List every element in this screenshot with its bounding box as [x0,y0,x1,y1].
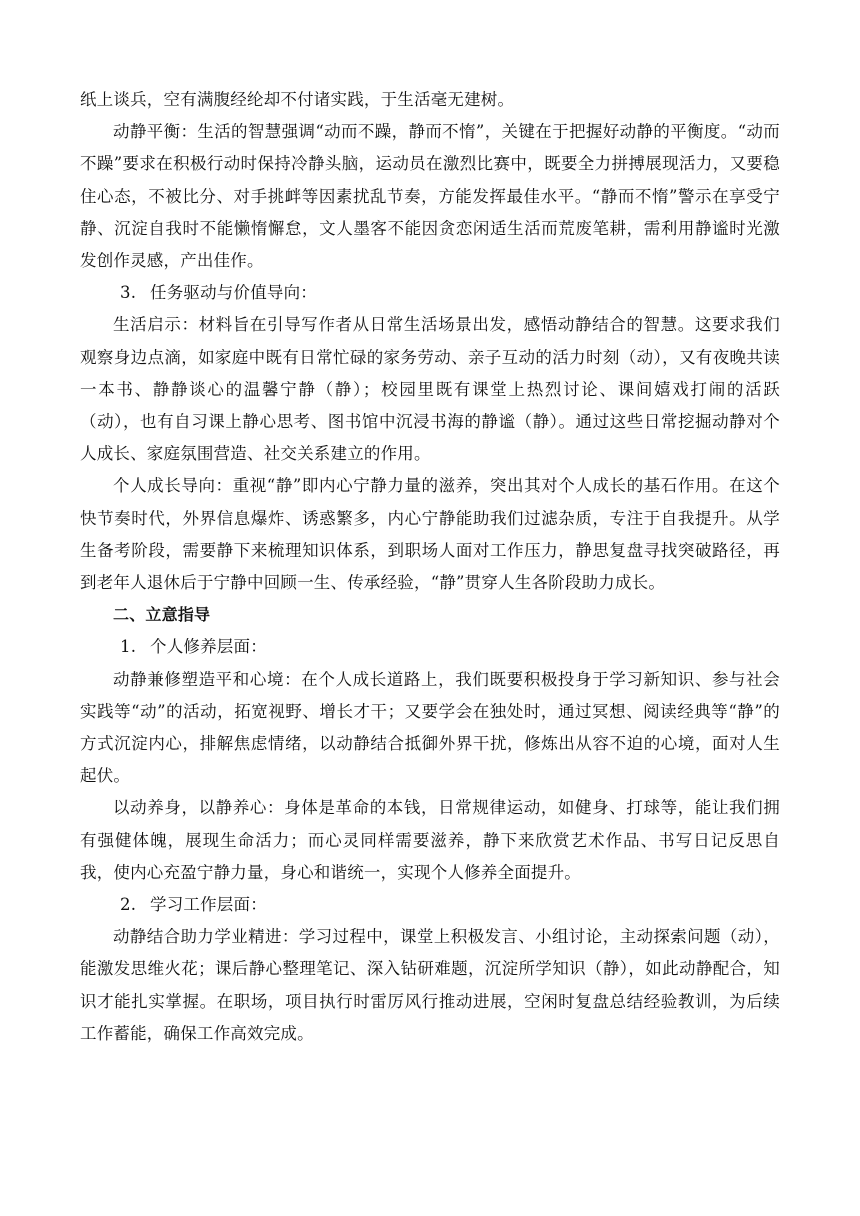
document-body [80,84,780,1050]
paragraph-study-work: 动静结合助力学业精进：学习过程中，课堂上积极发言、小组讨论，主动探索问题（动），能激发思维火花；课后静心整理笔记、深入钻研难题，沉淀所学知识（静），如此动静配合，知识才能扎实掌握。在职场，项目执行时雷厉风行推动进展，空闲时复盘总结经验教训，为后续工作蓄能，确保工作高效完成。 [80,927,780,1043]
item-number: 2. [120,895,137,915]
numbered-item-2 [80,889,780,921]
item-title: 学习工作层面： [150,895,267,915]
numbered-item-3 [80,277,780,309]
item-number: 3. [120,283,137,303]
item-title: 任务驱动与价值导向： [150,283,317,303]
paragraph-continuation: 纸上谈兵，空有满腹经纶却不付诸实践，于生活毫无建树。 [80,90,515,109]
paragraph-personal-growth: 个人成长导向：重视“静”即内心宁静力量的滋养，突出其对个人成长的基石作用。在这个快节奏时代，外界信息爆炸、诱惑繁多，内心宁静能助我们过滤杂质，专注于自我提升。从学生备考阶段，需要静下来梳理知识体系，到职场人面对工作压力，静思复盘寻找突破路径，再到老年人退休后于宁静中回顾一生、传承经验，“静”贯穿人生各阶段助力成长。 [80,476,780,593]
paragraph-body-and-mind: 以动养身，以静养心：身体是革命的本钱，日常规律运动，如健身、打球等，能让我们拥有强健体魄，展现生命活力；而心灵同样需要滋养，静下来欣赏艺术作品、书写日记反思自我，使内心充盈宁静力量，身心和谐统一，实现个人修养全面提升。 [80,798,780,882]
item-number: 1. [120,637,137,657]
paragraph-balance: 动静平衡：生活的智慧强调“动而不躁，静而不惰”，关键在于把握好动静的平衡度。“动而不躁”要求在积极行动时保持冷静头脑，运动员在激烈比赛中，既要全力拼搏展现活力，又要稳住心态，不被比分、对手挑衅等因素扰乱节奏，方能发挥最佳水平。“静而不惰”警示在享受宁静、沉淀自我时不能懒惰懈怠，文人墨客不能因贪恋闲适生活而荒废笔耕，需利用静谧时光激发创作灵感，产出佳作。 [80,122,780,271]
section-heading: 二、立意指导 [113,605,211,625]
paragraph-calm-mind: 动静兼修塑造平和心境：在个人成长道路上，我们既要积极投身于学习新知识、参与社会实践等“动”的活动，拓宽视野、增长才干；又要学会在独处时，通过冥想、阅读经典等“静”的方式沉淀内心，排解焦虑情绪，以动静结合抵御外界干扰，修炼出从容不迫的心境，面对人生起伏。 [80,669,780,786]
paragraph-life-inspiration: 生活启示：材料旨在引导写作者从日常生活场景出发，感悟动静结合的智慧。这要求我们观察身边点滴，如家庭中既有日常忙碌的家务劳动、亲子互动的活力时刻（动），又有夜晚共读一本书、静静谈心的温馨宁静（静）；校园里既有课堂上热烈讨论、课间嬉戏打闹的活跃（动），也有自习课上静心思考、图书馆中沉浸书海的静谧（静）。通过这些日常挖掘动静对个人成长、家庭氛围营造、社交关系建立的作用。 [80,315,780,464]
numbered-item-1 [80,631,780,663]
item-title: 个人修养层面： [150,637,267,657]
